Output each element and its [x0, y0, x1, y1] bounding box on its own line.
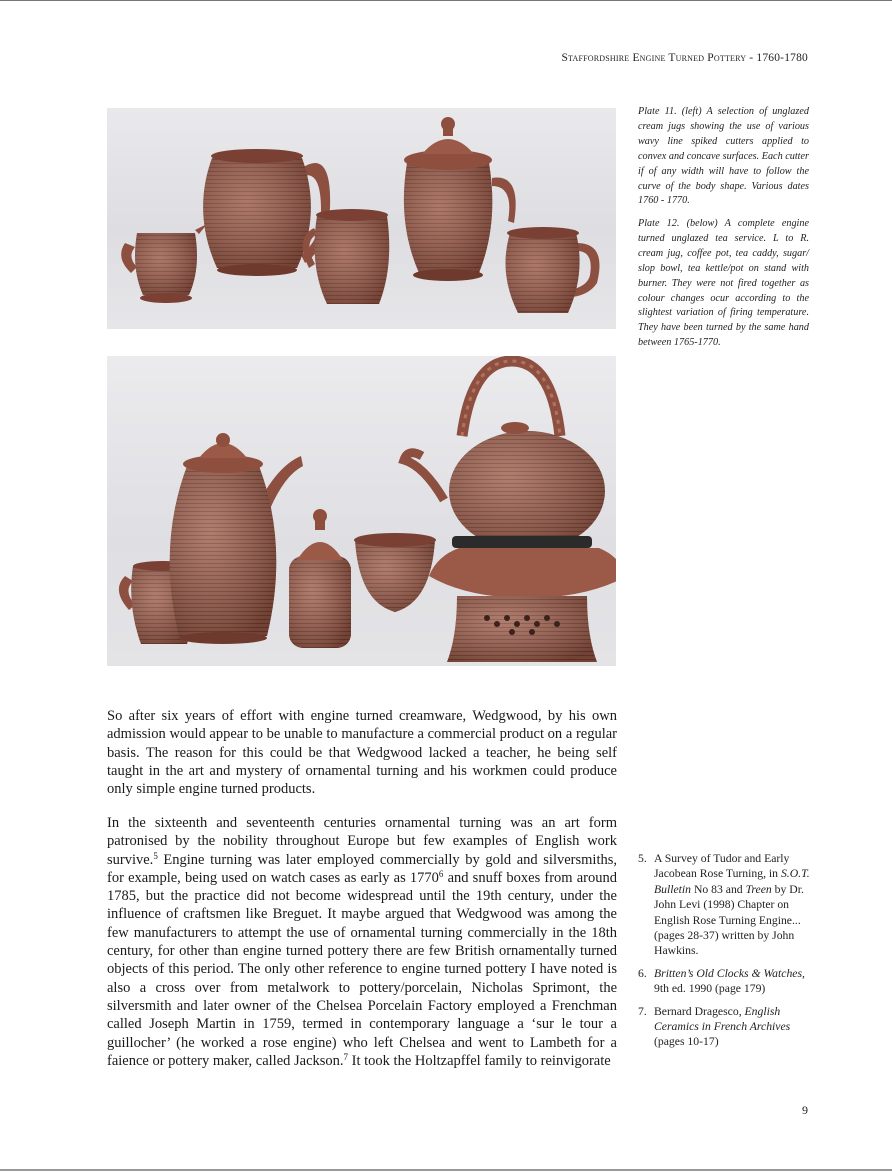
- footnote-6: [638, 966, 813, 997]
- para2-text-b: Engine turning was later employed commercially by gold and silversmiths, for example, being used on watch cases as early as 1770: [107, 851, 617, 886]
- page-number: 9: [802, 1103, 808, 1117]
- running-head: Staffordshire Engine Turned Pottery - 1760-1780: [561, 52, 808, 64]
- cream-jug-4: [506, 227, 600, 313]
- plate-12-photo: [107, 356, 616, 666]
- plate-11-caption: Plate 11. (left) A selection of unglazed cream jugs showing the use of various wavy line spiked cutters applied to convex and concave surfaces. Each cutter if of any width will have to follow the curve of the body shape. Various dates 1760 - 1770.: [638, 106, 809, 207]
- footnote-ref-5: 5: [153, 850, 158, 861]
- para2-text-c: and snuff boxes from around 1785, but the practice did not become widespread until the 19th century, under the influence of craftsmen like Breguet. It maybe argued that Wedgwood was among the few manufacturers to attempt the use of ornamental turning commercially in the 18th century, for other than engine turned pottery there are few British ornamentally turned objects of this period. The only other reference to engine turned pottery I have noted is also a cross over from metalwork to pottery/porcelain, Nicholas Sprimont, the silversmith and later owner of the Chelsea Porcelain Factory employed a Frenchman called Joseph Martin in 1759, termed in contemporary language a ‘sur le tour a guillocher’ (he worked a rose engine) who left Chelsea and went to Lambeth for a faience or pottery maker, called Jackson.: [107, 869, 617, 1069]
- footnote-ref-6: 6: [438, 868, 444, 879]
- footnote-text: Britten’s Old Clocks & Watches, 9th ed. 1990 (page 179): [654, 966, 805, 996]
- plate-12-caption: Plate 12. (below) A complete engine turned unglazed tea service. L to R. cream jug, coffee pot, tea caddy, sugar/ slop bowl, tea kettle/pot on stand with burner. They were not fired together as colour changes ocur according to the slightest variation of firing temperature. They have been turned by the same hand between 1765-1770.: [638, 218, 809, 349]
- footnote-number: 7.: [638, 1004, 647, 1018]
- body-paragraph-1: So after six years of effort with engine turned creamware, Wedgwood, by his own admission would appear to be unable to manufacture a commercial product on a regular basis. The reason for this could be that Wedgwood lacked a teacher, he being self taught in the art and mystery of ornamental turning and his workmen could produce only simple engine turned products.: [107, 708, 617, 798]
- tea-service-kettle-on-stand: [404, 361, 616, 662]
- page-bottom-border: [0, 1169, 892, 1171]
- footnote-5: [638, 851, 813, 959]
- tea-service-coffee-pot: [170, 433, 303, 644]
- tea-service-tea-caddy: [289, 509, 351, 648]
- footnote-ref-7: 7: [343, 1051, 349, 1062]
- footnote-text: A Survey of Tudor and Early Jacobean Rose Turning, in S.O.T. Bulletin No 83 and Treen by Dr. John Levi (1998) Chapter on English Rose Turning Engine... (pages 28-37) written by John Hawkins.: [654, 852, 810, 958]
- footnote-7: [638, 1004, 813, 1050]
- cream-jug-1: [121, 224, 207, 303]
- tea-service-slop-bowl: [354, 533, 436, 612]
- body-paragraph-2: [107, 814, 617, 1070]
- footnote-number: 5.: [638, 852, 647, 865]
- footnote-text: Bernard Dragesco, English Ceramics in French Archives (pages 10-17): [654, 1004, 791, 1049]
- footnote-number: 6.: [638, 966, 647, 980]
- plate-11-photo: [107, 108, 616, 329]
- cream-jug-3: [303, 209, 390, 304]
- para2-text-a: In the sixteenth and seventeenth centuries ornamental turning was an art form patronised by the nobility throughout Europe but few examples of English work survive.: [107, 815, 617, 868]
- para2-text-d: It took the Holtzapffel family to reinvigorate: [348, 1052, 611, 1069]
- page-top-border: [0, 0, 892, 1]
- coffee-pot: [404, 117, 516, 281]
- footnotes: [638, 851, 813, 1057]
